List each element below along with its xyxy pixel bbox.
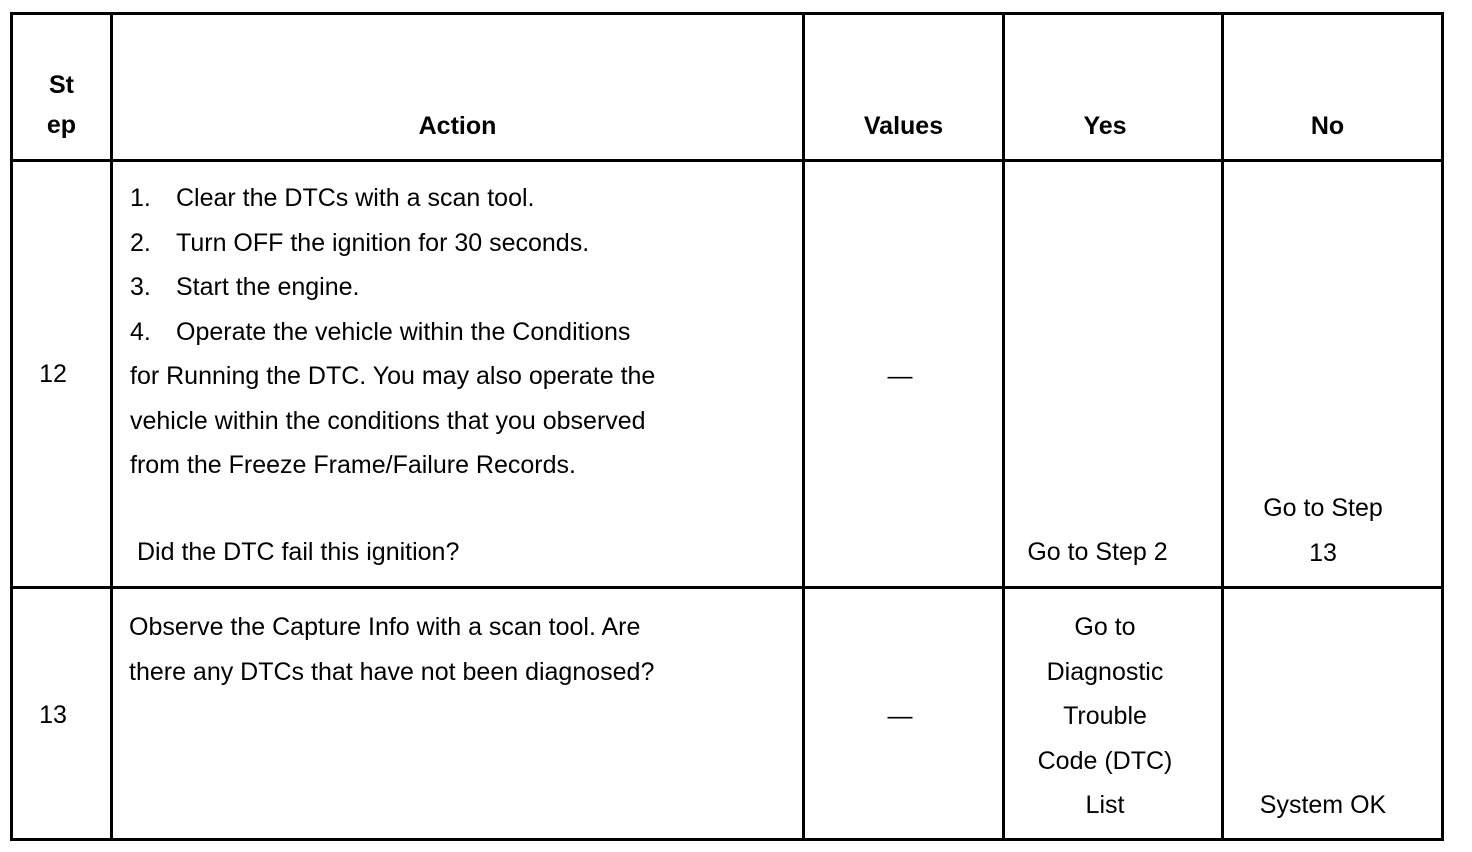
header-action: Action: [418, 112, 497, 140]
action-continuation-line: vehicle within the conditions that you observed: [130, 406, 646, 435]
no-cell-line: Go to Step: [1263, 494, 1383, 522]
header-no: No: [1310, 112, 1345, 140]
values-cell: —: [887, 702, 913, 730]
yes-cell-line: Diagnostic: [1046, 657, 1164, 686]
step-number: 13: [39, 701, 67, 729]
action-step-text: Turn OFF the ignition for 30 seconds.: [176, 228, 590, 257]
action-step-number: 2.: [130, 228, 151, 257]
action-step-number: 3.: [130, 273, 151, 301]
no-cell: [1224, 486, 1422, 575]
action-step-text: Start the engine.: [176, 273, 360, 301]
row-divider: [10, 586, 1444, 589]
action-step-item: [130, 265, 790, 310]
action-continuation-line: from the Freeze Frame/Failure Records.: [130, 451, 576, 479]
yes-cell: Go to Step 2: [1027, 538, 1168, 566]
action-line: Observe the Capture Info with a scan tool. Are: [129, 613, 641, 641]
step-number: 12: [39, 360, 67, 388]
action-step-text: Clear the DTCs with a scan tool.: [176, 184, 535, 212]
no-cell-line: 13: [1309, 538, 1337, 567]
action-step-text: Operate the vehicle within the Conditions: [176, 317, 631, 346]
yes-cell-line: List: [1085, 791, 1125, 819]
header-step-line: St: [49, 71, 74, 99]
header-values: Values: [863, 112, 944, 140]
header-step-line: ep: [46, 111, 77, 139]
action-continuation-line: for Running the DTC. You may also operate the: [130, 362, 656, 390]
action-cell: [129, 605, 789, 694]
yes-cell: [1005, 605, 1205, 828]
yes-cell-line: Go to: [1074, 613, 1136, 641]
action-question: Did the DTC fail this ignition?: [137, 538, 460, 566]
row-divider: [10, 159, 1444, 162]
action-step-item: [130, 176, 790, 221]
action-step-number: 4.: [130, 317, 151, 346]
header-step: [13, 65, 110, 145]
values-cell: —: [887, 362, 913, 390]
action-line: there any DTCs that have not been diagnosed?: [129, 657, 655, 686]
action-step-item: [130, 221, 790, 266]
header-yes: Yes: [1083, 112, 1127, 140]
action-step-number: 1.: [130, 184, 151, 212]
yes-cell-line: Trouble: [1063, 702, 1147, 730]
yes-cell-line: Code (DTC): [1037, 746, 1173, 775]
action-cell: [130, 176, 790, 488]
no-cell: System OK: [1259, 791, 1387, 819]
action-step-item: [130, 310, 790, 355]
